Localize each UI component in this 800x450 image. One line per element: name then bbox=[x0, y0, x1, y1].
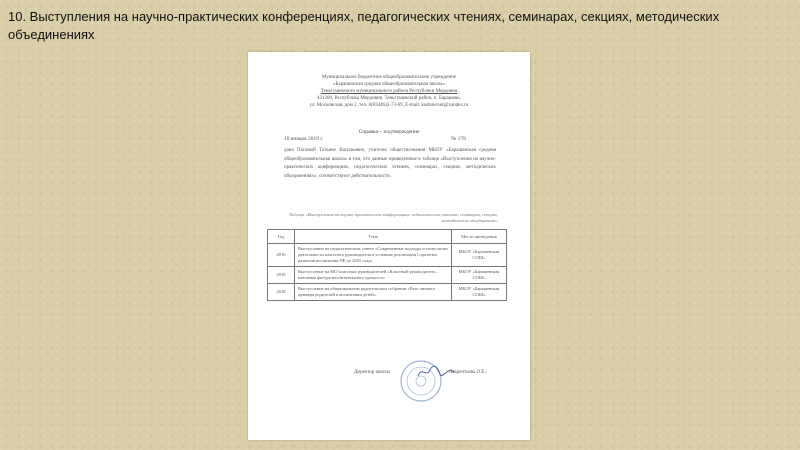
header-line: Теньгушевского муниципального района Республики Мордовия bbox=[320, 89, 458, 94]
cell-year: 2018 bbox=[268, 284, 295, 301]
cell-topic: Выступление на общешкольном родительском собрании «Роль личного примера родителей в воспитании детей» bbox=[295, 284, 452, 301]
events-table bbox=[267, 229, 507, 301]
document-body: дана Поповой Татьяне Васильевне, учителю обществознания МБОУ «Барашевская средняя общеобразовательная школа» в том, что данные приведенные в таблице «Выступления на научно-практических конференциях, педагогических чтениях, семинарах, секциях, методических объединениях», соответствуют действительности. bbox=[284, 148, 496, 179]
slide-title: 10. Выступления на научно-практических конференциях, педагогических чтениях, семинарах, секциях, методических объединениях bbox=[8, 9, 720, 42]
table-row bbox=[268, 267, 507, 284]
header-topic: Тема bbox=[295, 230, 452, 244]
header-place: Место проведения bbox=[452, 230, 507, 244]
table-row bbox=[268, 284, 507, 301]
signer-name: / Лаврентьева О.Е./ bbox=[446, 370, 488, 375]
header-line: «Барашевская средняя общеобразовательная школа» bbox=[333, 82, 445, 87]
table-header-row bbox=[268, 230, 507, 244]
cell-place: МБОУ «Барашевская СОШ» bbox=[452, 284, 507, 301]
cell-year: 2018 bbox=[268, 267, 295, 284]
header-line: ул. Московская, дом 2, тел. 8(83446)2-73-69, E-mail: kashulevak@yandex.ru bbox=[309, 103, 469, 108]
table-row bbox=[268, 244, 507, 267]
header-line: Муниципальное бюджетное общеобразовательное учреждение bbox=[321, 75, 457, 80]
header-year: Год bbox=[268, 230, 295, 244]
cell-topic: Выступление на педагогическом совете «Современные подходы и технологии деятельности классного руководителя в условиях реализации Стратегии развития воспитания РФ до 2025 года» bbox=[295, 244, 452, 267]
cell-year: 2016 bbox=[268, 244, 295, 267]
header-line: 431200, Республика Мордовия, Теньгушевский район, п. Барашево, bbox=[317, 96, 461, 101]
document-header bbox=[248, 74, 530, 109]
cell-place: МБОУ «Барашевская СОШ» bbox=[452, 244, 507, 267]
cell-topic: Выступление на МО классных руководителей «Классный руководитель – ключевая фигура воспитательного процесса» bbox=[295, 267, 452, 284]
signature-line: Директор школы bbox=[354, 370, 390, 375]
document-number: № 178 bbox=[451, 136, 466, 142]
table-caption: Таблица «Выступления на научно-практических конференциях, педагогических чтениях, семинарах, секциях, методических объединениях» bbox=[288, 212, 498, 223]
document-title: Справка – подтверждение bbox=[358, 129, 420, 135]
scanned-certificate bbox=[248, 52, 530, 440]
cell-place: МБОУ «Барашевская СОШ» bbox=[452, 267, 507, 284]
document-date: 10 января 2019 г. bbox=[284, 136, 324, 142]
